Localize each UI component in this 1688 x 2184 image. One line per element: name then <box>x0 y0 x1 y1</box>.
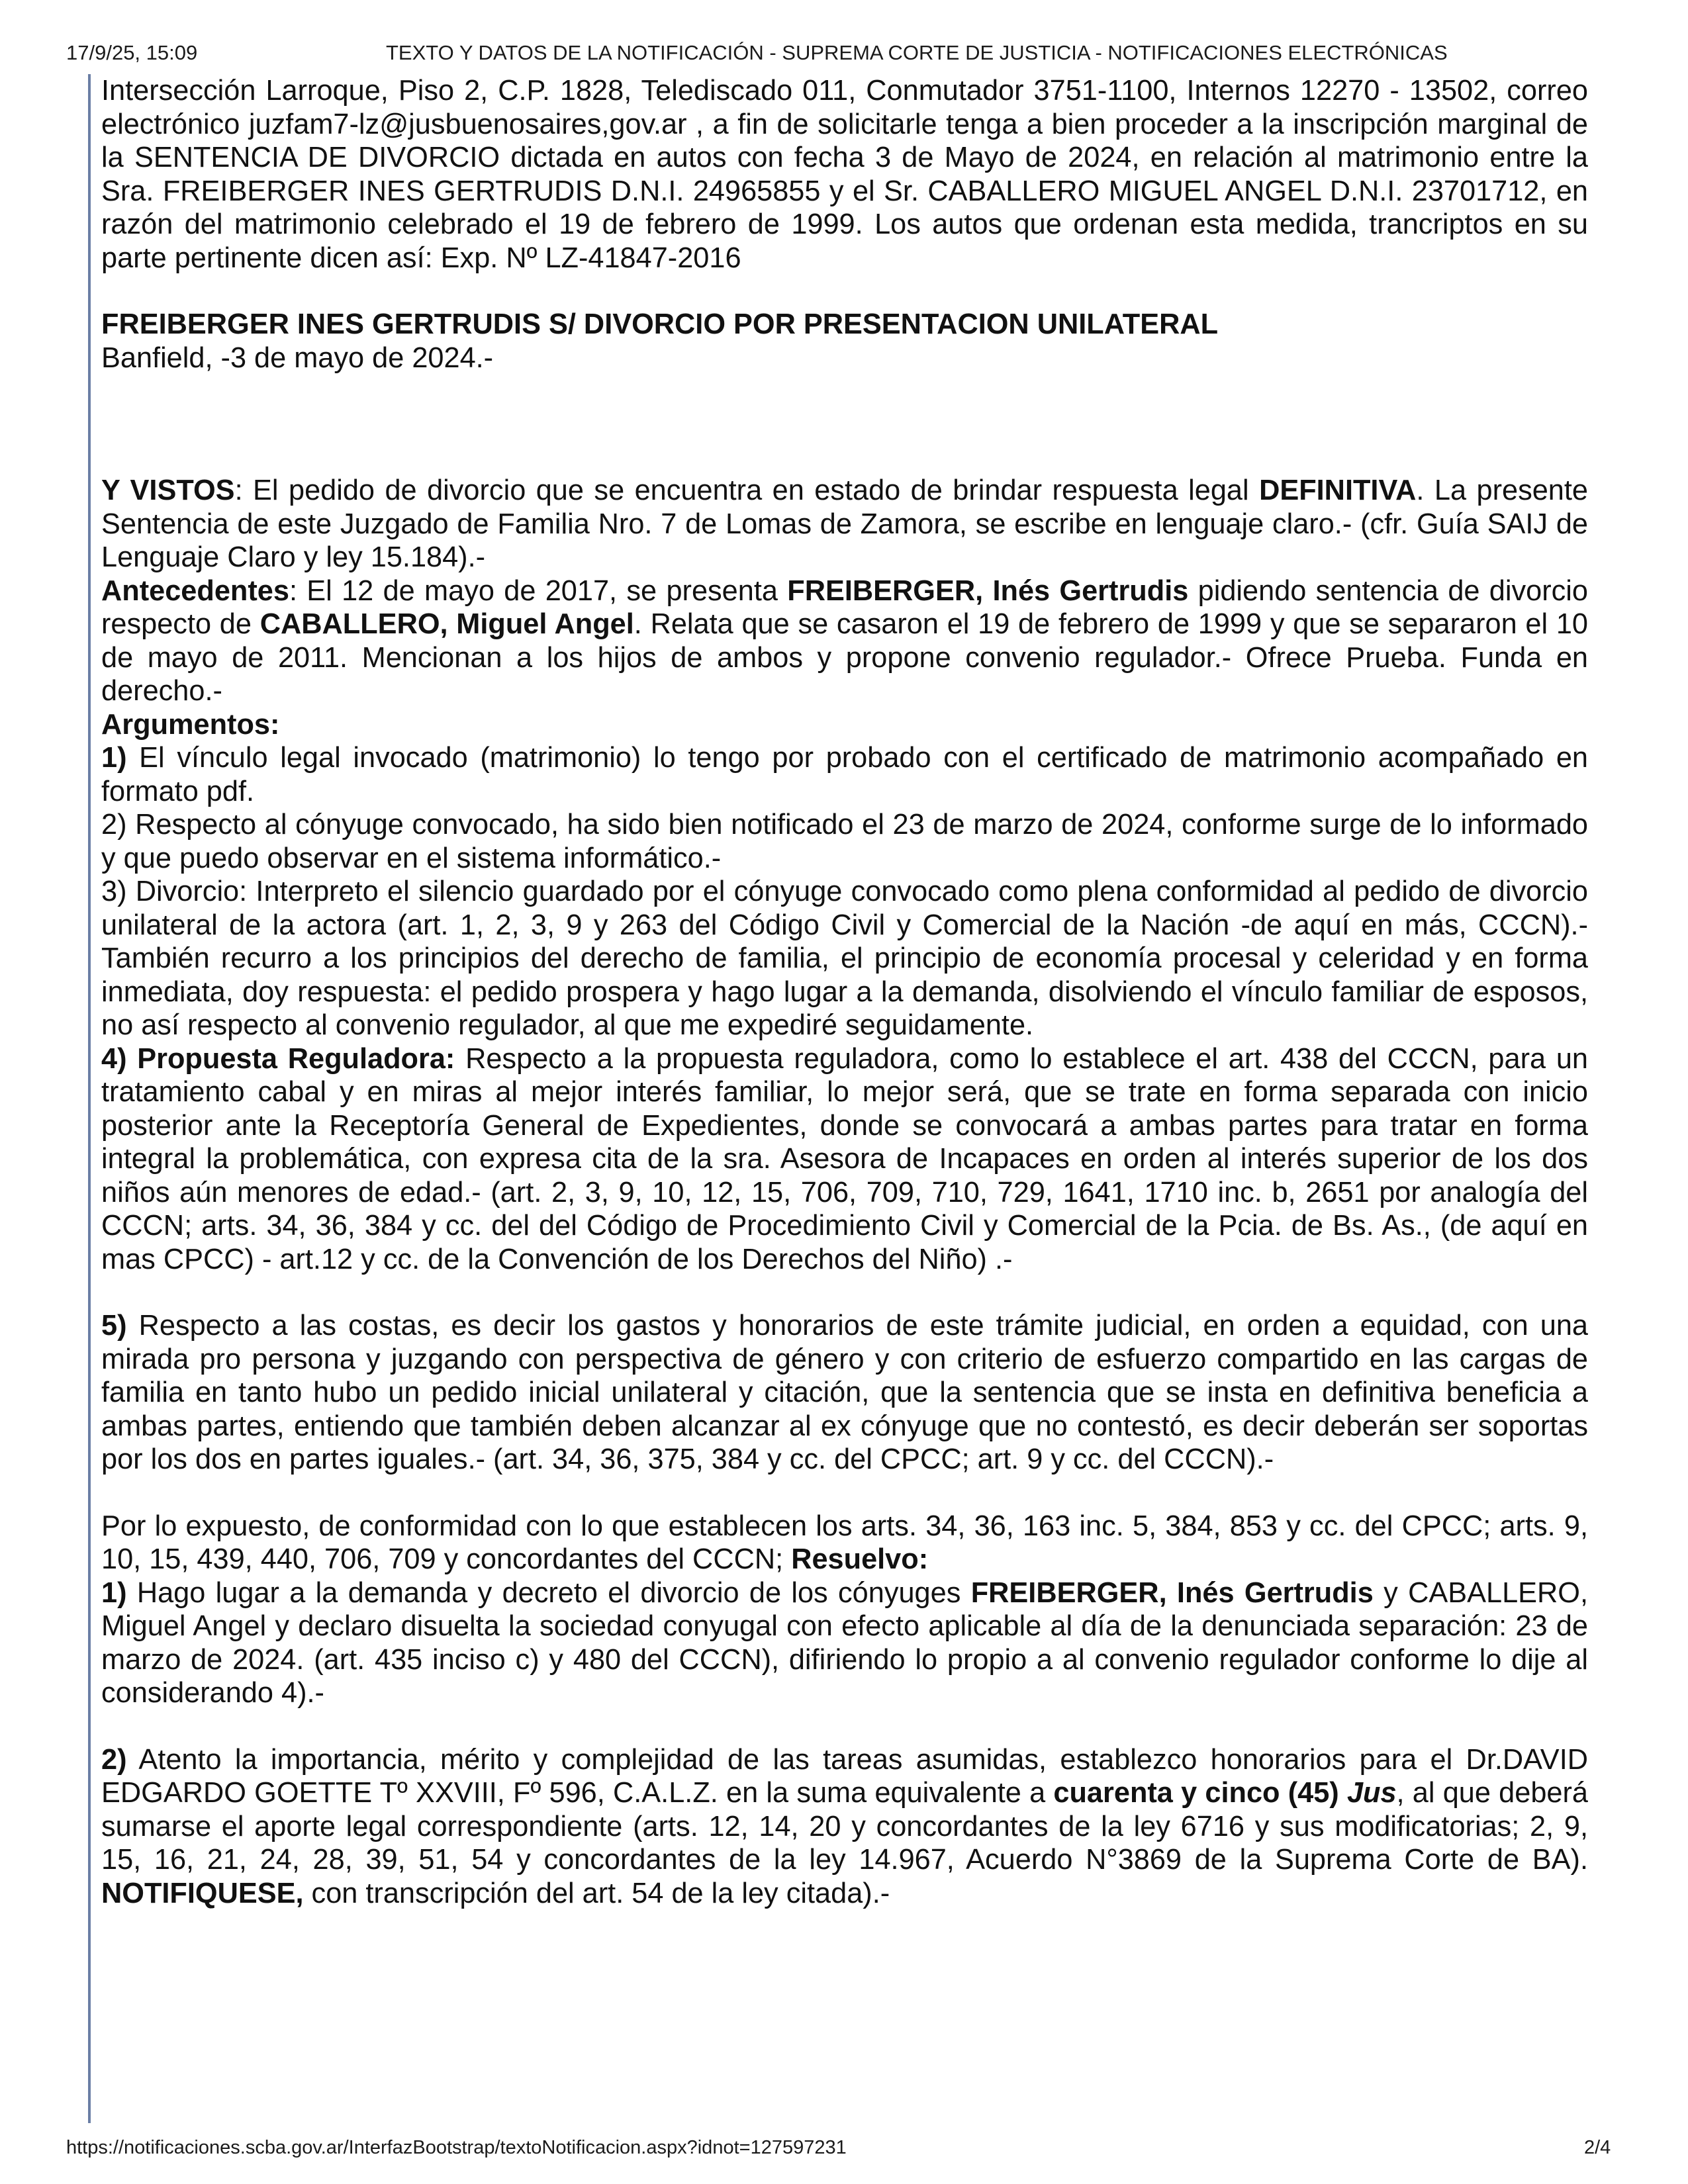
spacer <box>101 275 1588 308</box>
resolution-1-text: Hago lugar a la demanda y decreto el divorcio de los cónyuges <box>126 1576 971 1609</box>
argumentos-heading <box>101 708 1588 742</box>
page-url: https://notificaciones.scba.gov.ar/InterfazBootstrap/textoNotificacion.aspx?idnot=127597231 <box>66 2137 847 2158</box>
conclusion-text: Por lo expuesto, de conformidad con lo que establecen los arts. 34, 36, 163 inc. 5, 384, 853 y cc. del CPCC; arts. 9, 10, 15, 439, 440, 706, 709 y concordantes del CCCN; <box>101 1510 1588 1575</box>
spacer <box>101 1710 1588 1743</box>
resolution-2-number: 2) <box>101 1743 127 1776</box>
print-datetime: 17/9/25, 15:09 <box>66 41 198 64</box>
print-header-title: TEXTO Y DATOS DE LA NOTIFICACIÓN - SUPREMA CORTE DE JUSTICIA - NOTIFICACIONES ELECTRÓNICAS <box>386 41 1448 64</box>
notifiquese-label: NOTIFIQUESE, <box>101 1877 304 1909</box>
case-title-text: FREIBERGER INES GERTRUDIS S/ DIVORCIO POR PRESENTACION UNILATERAL <box>101 308 1219 340</box>
fee-amount: cuarenta y cinco (45) <box>1053 1777 1347 1809</box>
page-number: 2/4 <box>1584 2137 1611 2158</box>
resolution-1 <box>101 1576 1588 1710</box>
antecedentes-text-3: . Relata que se casaron el 19 de febrero de 1999 y que se separaron el 10 de mayo de 2011. Mencionan a los hijos de ambos y propone convenio regulador.- Ofrece Prueba. Funda en derecho.- <box>101 608 1588 707</box>
antecedentes-text-2: pidiendo sentencia de divorcio respecto de <box>101 574 1588 640</box>
party-demandado: CABALLERO, Miguel Angel <box>259 608 634 640</box>
argument-1-text: El vínculo legal invocado (matrimonio) lo tengo por probado con el certificado de matrimonio acompañado en formato pdf. <box>101 742 1588 807</box>
antecedentes-paragraph <box>101 574 1588 708</box>
intro-paragraph: Intersección Larroque, Piso 2, C.P. 1828, Telediscado 011, Conmutador 3751-1100, Internos 12270 - 13502, correo electrónico juzfam7-lz@jusbuenosaires,gov.ar , a fin de solicitarle tenga a bien proceder a la inscripción marginal de la SENTENCIA DE DIVORCIO dictada en autos con fecha 3 de Mayo de 2024, en relación al matrimonio entre la Sra. FREIBERGER INES GERTRUDIS D.N.I. 24965855 y el Sr. CABALLERO MIGUEL ANGEL D.N.I. 23701712, en razón del matrimonio celebrado el 19 de febrero de 1999. Los autos que ordenan esta medida, trancriptos en su parte pertinente dicen así: Exp. Nº LZ-41847-2016 <box>101 75 1588 274</box>
vistos-bold: DEFINITIVA <box>1259 475 1417 506</box>
left-margin-rule <box>88 74 91 2123</box>
notification-body <box>101 74 1588 1910</box>
conclusion-paragraph <box>101 1510 1588 1576</box>
argument-5 <box>101 1309 1588 1477</box>
argument-4-text: Respecto a la propuesta reguladora, como lo establece el art. 438 del CCCN, para un tratamiento cabal y en miras al mejor interés familiar, lo mejor será, que se trate en forma separada con inicio posterior ante la Receptoría General de Expedientes, donde se convocará a ambas partes para tratar en forma integral la problemática, con expresa cita de la sra. Asesora de Incapaces en orden al interés superior de los dos niños aún menores de edad.- (art. 2, 3, 9, 10, 12, 15, 706, 709, 710, 729, 1641, 1710 inc. b, 2651 por analogía del CCCN; arts. 34, 36, 384 y cc. del del Código de Procedimiento Civil y Comercial de la Pcia. de Bs. As., (de aquí en mas CPCC) - art.12 y cc. de la Convención de los Derechos del Niño) .- <box>101 1042 1588 1275</box>
argument-1-number: 1) <box>101 742 127 774</box>
argument-2: 2) Respecto al cónyuge convocado, ha sido bien notificado el 23 de marzo de 2024, conforme surge de lo informado y que puedo observar en el sistema informático.- <box>101 809 1588 874</box>
argument-5-number: 5) <box>101 1310 127 1342</box>
argument-4-label: 4) Propuesta Reguladora: <box>101 1042 455 1075</box>
vistos-paragraph <box>101 474 1588 574</box>
argument-5-text: Respecto a las costas, es decir los gastos y honorarios de este trámite judicial, en orden a equidad, con una mirada pro persona y juzgando con perspectiva de género y con criterio de esfuerzo compartido en las cargas de familia en tanto hubo un pedido inicial unilateral y citación, que la sentencia que se insta en definitiva beneficia a ambas partes, entiendo que también deben alcanzar al ex cónyuge que no contestó, es decir deberán ser soportas por los dos en partes iguales.- (art. 34, 36, 375, 384 y cc. del CPCC; art. 9 y cc. del CCCN).- <box>101 1310 1588 1475</box>
vistos-text: : El pedido de divorcio que se encuentra en estado de brindar respuesta legal <box>234 475 1260 506</box>
resolution-2-text-3: con transcripción del art. 54 de la ley citada).- <box>303 1877 890 1909</box>
party-actora: FREIBERGER, Inés Gertrudis <box>787 574 1189 607</box>
fee-unit: Jus <box>1346 1777 1397 1809</box>
spacer <box>101 375 1588 474</box>
resolution-2-text: Atento la importancia, mérito y complejidad de las tareas asumidas, establezco honorarios para el Dr.DAVID EDGARDO GOETTE Tº XXVIII, Fº 596, C.A.L.Z. en la suma equivalente a <box>101 1743 1588 1809</box>
antecedentes-text: : El 12 de mayo de 2017, se presenta <box>289 574 788 607</box>
argument-4 <box>101 1042 1588 1277</box>
place-date: Banfield, -3 de mayo de 2024.- <box>101 341 494 374</box>
resolution-1-text-2: y CABALLERO, Miguel Angel y declaro disuelta la sociedad conyugal con efecto aplicable al día de la denunciada separación: 23 de marzo de 2024. (art. 435 inciso c) y 480 del CCCN), difiriendo lo propio a al convenio regulador conforme lo dije al considerando 4).- <box>101 1576 1589 1709</box>
antecedentes-label: Antecedentes <box>101 574 289 607</box>
spacer <box>101 1276 1588 1309</box>
vistos-text-2: . La presente Sentencia de este Juzgado de Familia Nro. 7 de Lomas de Zamora, se escribe en lenguaje claro.- (cfr. Guía SAIJ de Lenguaje Claro y ley 15.184).- <box>101 475 1588 573</box>
argument-1 <box>101 741 1588 808</box>
resolution-2-text-2: , al que deberá sumarse el aporte legal correspondiente (arts. 12, 14, 20 y concordantes de la ley 6716 y sus modificatorias; 2, 9, 15, 16, 21, 24, 28, 39, 51, 54 y concordantes de la ley 14.967, Acuerdo N°3869 de la Suprema Corte de BA). <box>101 1777 1588 1876</box>
resolution-1-party: FREIBERGER, Inés Gertrudis <box>970 1576 1374 1609</box>
spacer <box>101 1477 1588 1510</box>
resolution-1-number: 1) <box>101 1576 127 1609</box>
vistos-label: Y VISTOS <box>101 475 235 506</box>
case-title <box>101 308 1588 341</box>
argumentos-label: Argumentos: <box>101 708 280 741</box>
resolution-2 <box>101 1743 1588 1911</box>
resuelvo-label: Resuelvo: <box>791 1543 929 1575</box>
argument-3: 3) Divorcio: Interpreto el silencio guardado por el cónyuge convocado como plena conformidad al pedido de divorcio unilateral de la actora (art. 1, 2, 3, 9 y 263 del Código Civil y Comercial de la Nación -de aquí en más, CCCN).- También recurro a los principios del derecho de familia, el principio de economía procesal y celeridad y en forma inmediata, doy respuesta: el pedido prospera y hago lugar a la demanda, disolviendo el vínculo familiar de esposos, no así respecto al convenio regulador, al que me expediré seguidamente. <box>101 876 1588 1041</box>
